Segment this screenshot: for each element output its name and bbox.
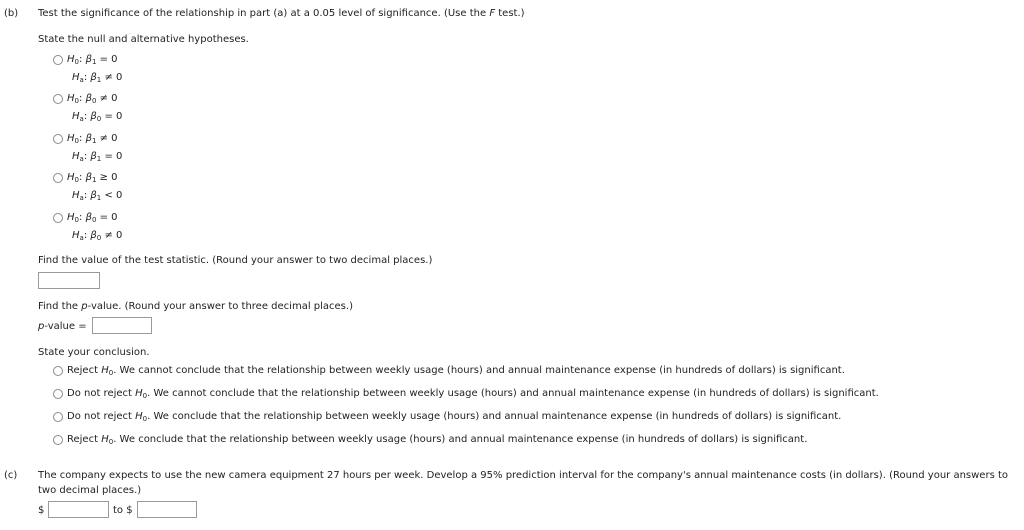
conclusion-radio[interactable] [53,366,63,376]
conclusion-text: Reject $H_0$. We conclude that the relationship between weekly usage (hours) and annual maintenance expense (in hundreds of dollars) is significant. [67,434,808,446]
conclusion-text: Reject $H_0$. We cannot conclude that the relationship between weekly usage (hours) and annual maintenance expense (in hundreds of dollars) is significant. [67,365,845,377]
pvalue-input[interactable] [92,317,152,334]
conclusion-text: Do not reject $H_0$. We cannot conclude that the relationship between weekly usage (hours) and annual maintenance expense (in hundreds of dollars) is significant. [67,388,879,400]
hypothesis-radio[interactable] [53,55,63,65]
conclusion-text: Do not reject $H_0$. We conclude that the relationship between weekly usage (hours) and annual maintenance expense (in hundreds of dollars) is significant. [67,411,842,423]
part-c-prompt-line2: two decimal places.) [38,485,142,496]
null-hypothesis: $H_0$: $\beta_0 = 0$ [67,212,118,224]
conclusion-radio[interactable] [53,389,63,399]
null-hypothesis: $H_0$: $\beta_0 \ne 0$ [67,93,118,105]
part-c-prompt-line1: The company expects to use the new camera equipment 27 hours per week. Develop a 95% prediction interval for the company's annual maintenance costs (in dollars). (Round your answers to [38,470,1008,481]
to-dollar-label: to $ [113,505,133,516]
alternative-hypothesis: $H_a$: $\beta_0 \ne 0$ [72,230,123,242]
alternative-hypothesis: $H_a$: $\beta_1 < 0$ [72,190,123,202]
alternative-hypothesis: $H_a$: $\beta_0 = 0$ [72,111,123,123]
interval-low-input[interactable] [48,501,109,518]
hypothesis-radio[interactable] [53,173,63,183]
hypothesis-radio[interactable] [53,213,63,223]
null-hypothesis: $H_0$: $\beta_1 \ge 0$ [67,172,118,184]
null-hypothesis: $H_0$: $\beta_1 \ne 0$ [67,133,118,145]
conclusion-radio[interactable] [53,412,63,422]
hypotheses-prompt: State the null and alternative hypotheses. [38,34,249,45]
hypothesis-radio[interactable] [53,94,63,104]
alternative-hypothesis: $H_a$: $\beta_1 \ne 0$ [72,72,123,84]
part-b-prompt: Test the significance of the relationship in part (a) at a 0.05 level of significance. (Use the F test.) [38,8,525,19]
conclusion-radio[interactable] [53,435,63,445]
dollar-sign: $ [38,505,45,516]
pvalue-label: p-value = [38,321,87,332]
part-c-label: (c) [4,470,18,481]
interval-high-input[interactable] [137,501,197,518]
null-hypothesis: $H_0$: $\beta_1 = 0$ [67,54,118,66]
test-stat-input[interactable] [38,272,100,289]
conclusion-prompt: State your conclusion. [38,347,150,358]
test-stat-prompt: Find the value of the test statistic. (Round your answer to two decimal places.) [38,255,433,266]
pvalue-prompt: Find the p-value. (Round your answer to three decimal places.) [38,301,353,312]
alternative-hypothesis: $H_a$: $\beta_1 = 0$ [72,151,123,163]
part-b-label: (b) [4,8,19,19]
hypothesis-radio[interactable] [53,134,63,144]
